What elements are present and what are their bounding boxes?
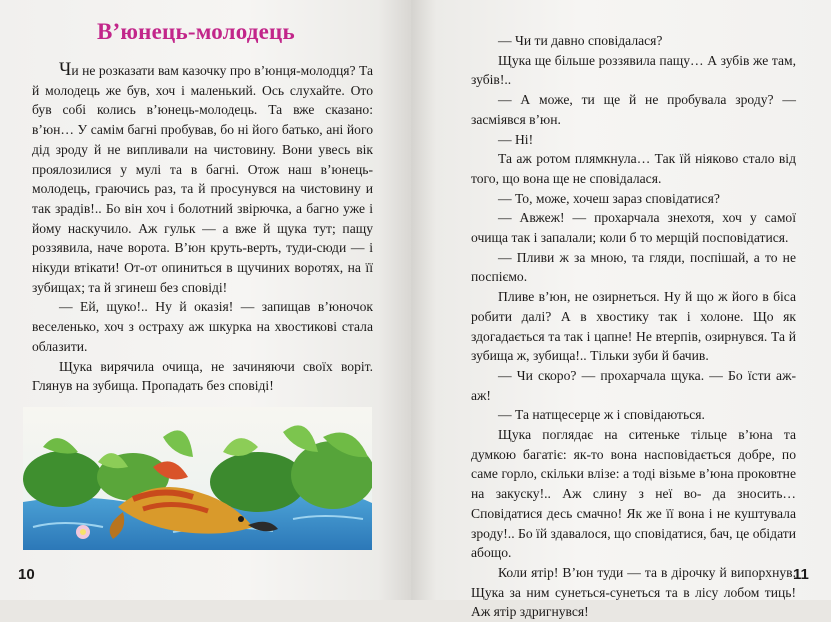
- story-title: В’юнець-молодець: [97, 19, 295, 44]
- pike-and-loach-illustration: [23, 407, 372, 550]
- page-number-left: 10: [18, 566, 35, 583]
- page-number-right: 11: [793, 566, 809, 583]
- paragraph: Щука ще більше роззявила пащу… А зубів же там, зубів!..: [471, 52, 796, 88]
- drop-cap: Ч: [59, 59, 72, 80]
- paragraph: — Авжеж! — прохарчала знехотя, хоч у самої очища так і запалали; коли б то мерщій посповідатися.: [471, 210, 796, 246]
- paragraph: Та аж ротом плямкнула… Так їй ніяково стало від того, що вона ще не сповідалася.: [471, 151, 796, 186]
- paragraph: — Ні!: [498, 131, 534, 147]
- paragraph: Пливе в’юн, не озирнеться. Ну й що ж його в біса робити далі? А в хвостику так і холоне. Що як здогадається та так і цапне! Не втерпів, озирнувся. Та й зубища ж, зубища!.. Тільки зуби й бачив.: [471, 289, 796, 364]
- paragraph: — Ей, щуко!.. Ну й оказія! — запищав в’юночок веселенько, хоч з остраху аж шкурка на хвостикові стала облазити.: [32, 299, 373, 354]
- paragraph: Щука поглядає на ситеньке тільце в’юна та думкою багатіє: як-то вона насповідається добре, по саме горло, скільки влізе: а тоді візьме в’юна проковтне на закуску!.. Аж слину з неї во- да зносить… Сповідатися десь смачно! Як же її вона і не куштувала зроду!.. Бо їй здавалося, що сповідатися, бач, це обідати абощо.: [471, 427, 796, 561]
- paragraph: — То, може, хочеш зараз сповідатися?: [498, 190, 720, 206]
- left-page-text: [32, 61, 373, 396]
- paragraph: — Чи скоро? — прохарчала щука. — Бо їсти аж-аж!: [471, 367, 796, 403]
- paragraph: Чи не розказати вам казочку про в’юнця-молодця? Та й молодець же був, хоч і маленький. Ось слухайте. Ото був собі колись в’юнець-молодець. Та вже сказано: в’юн… У самім багні пробував, бо ні його батько, ані його дід зроду й не випливали на чистовину. Вони увесь вік проялозилися у мулі та в багні. Отож наш в’юнець-молодець, граючись раз, та й просунувся на чистовину и так зрадів!.. Бо він хоч і болотний звірючка, а багно уже і йому наскучило. Аж гульк — а вже й щука тут; пащу роззявила, наче ворота. В’юн круть-верть, туди-сюди — і нікуди втікати! От-от опиниться в щучиних воротях, на її зубищах; та й згинеш без сповіді!: [32, 59, 373, 295]
- left-page: [0, 0, 411, 600]
- paragraph: — Чи ти давно сповідалася?: [498, 33, 663, 48]
- paragraph: Щука вирячила очища, не зачиняючи своїх воріт. Глянув на зубища. Пропадать без сповіді!: [32, 358, 373, 394]
- paragraph: — Та натщесерце ж і сповідаються.: [498, 407, 705, 423]
- paragraph: Коли ятір! В’юн туди — та в дірочку й випорхнув. Щука за ним сунеться-сунеться та в лісу лобом тиць! Аж ятір здригнувся!: [471, 564, 796, 620]
- paragraph: — А може, ти ще й не пробувала зроду? — засміявся в’юн.: [471, 92, 796, 127]
- right-page-text: [471, 31, 796, 622]
- paragraph: — Пливи ж за мною, та гляди, поспішай, а то не поспіємо.: [471, 249, 796, 285]
